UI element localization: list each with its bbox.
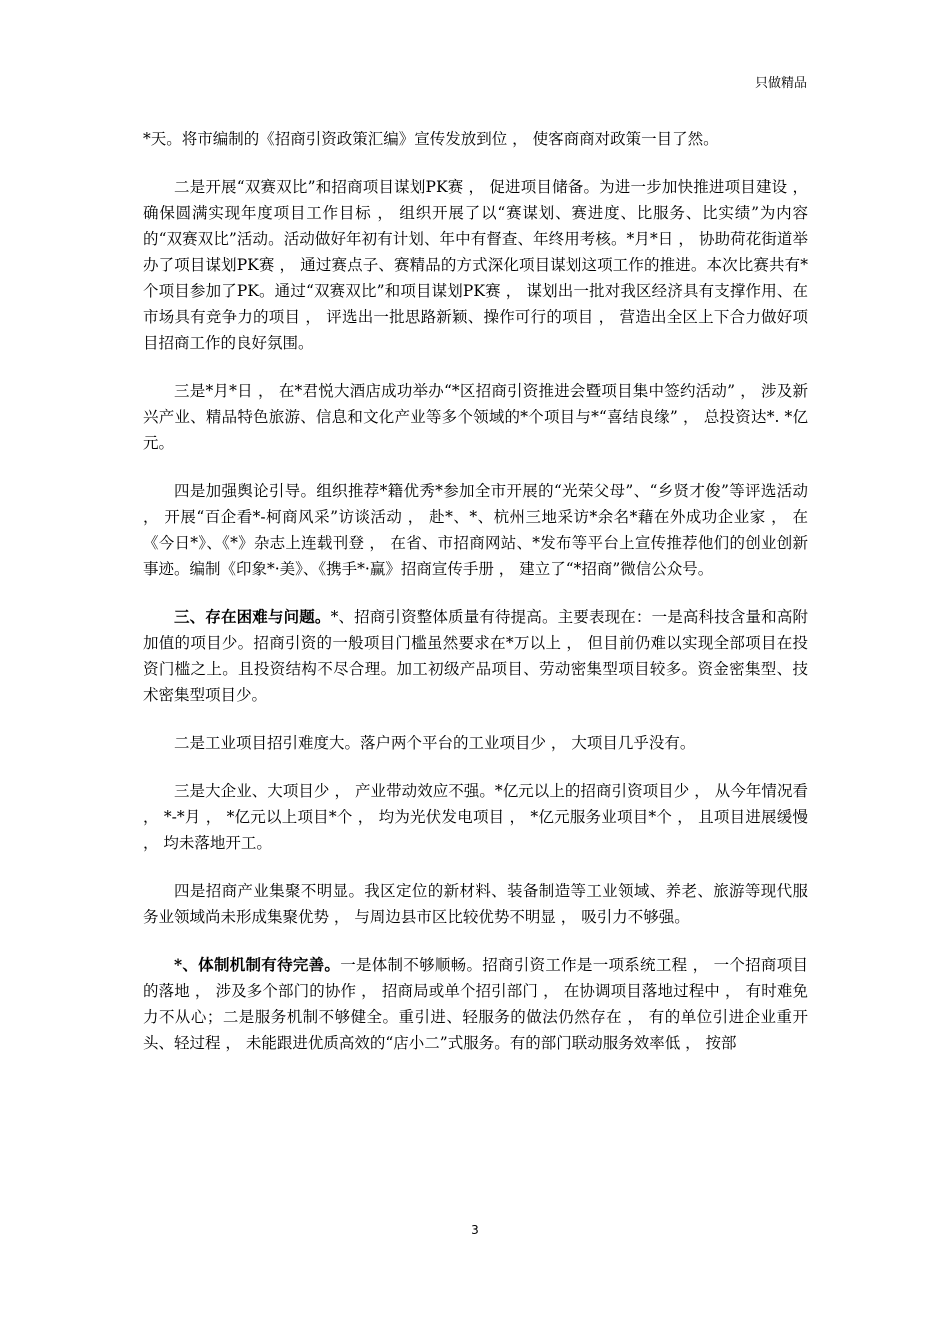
paragraph-2-text: 二是开展“双赛双比”和招商项目谋划PK赛 ， 促进项目储备。为进一步加快推进项目建设 ， 确保圆满实现年度项目工作目标 ， 组织开展了以“赛谋划、赛进度、比服务、比实绩”为内容的“双赛双比”活动。活动做好年初有计划、年中有督查、年终用考核。*月*日 ， 协助荷花街道举办了项目谋划PK赛 ， 通过赛点子、赛精品的方式深化项目谋划这项工作的推进。本次比赛共有*个项目参加了PK。通过“双赛双比”和项目谋划PK赛 ， 谋划出一批对我区经济具有支撑作用、在市场具有竞争力的项目 ， 评选出一批思路新颖、操作可行的项目 ， 营造出全区上下合力做好项目招商工作的良好氛围。 [143, 178, 808, 352]
document-body [143, 126, 808, 1078]
paragraph-2 [143, 174, 808, 356]
paragraph-1-text: *天。将市编制的《招商引资政策汇编》宣传发放到位 ， 使客商商对政策一目了然。 [143, 130, 719, 148]
paragraph-5-text: *、招商引资整体质量有待提高。主要表现在：一是高科技含量和高附加值的项目少。招商引资的一般项目门槛虽然要求在*万以上 ， 但目前仍难以实现全部项目在投资门槛之上。且投资结构不尽合理。加工初级产品项目、劳动密集型项目较多。资金密集型、技术密集型项目少。 [143, 608, 808, 704]
paragraph-7 [143, 778, 808, 856]
paragraph-3-text: 三是*月*日 ， 在*君悦大酒店成功举办“*区招商引资推进会暨项目集中签约活动” ， 涉及新兴产业、精品特色旅游、信息和文化产业等多个领域的*个项目与*“喜结良缘” ， 总投资达*. *亿元。 [143, 382, 808, 452]
paragraph-7-text: 三是大企业、大项目少 ， 产业带动效应不强。*亿元以上的招商引资项目少 ， 从今年情况看 ， *-*月 ， *亿元以上项目*个 ， 均为光伏发电项目 ， *亿元服务业项目*个 ， 且项目进展缓慢 ， 均未落地开工。 [143, 782, 808, 852]
paragraph-3 [143, 378, 808, 456]
paragraph-4-text: 四是加强舆论引导。组织推荐*籍优秀*参加全市开展的“光荣父母”、“乡贤才俊”等评选活动 ， 开展“百企看*-柯商风采”访谈活动 ， 赴*、*、杭州三地采访*余名*藉在外成功企业家 ， 在《今日*》、《*》杂志上连载刊登 ， 在省、市招商网站、*发布等平台上宣传推荐他们的创业创新事迹。编制《印象*·美》、《携手*·赢》招商宣传手册 ， 建立了“*招商”微信公众号。 [143, 482, 808, 578]
paragraph-8 [143, 878, 808, 930]
page-number: 3 [471, 1223, 479, 1237]
paragraph-8-text: 四是招商产业集聚不明显。我区定位的新材料、装备制造等工业领域、养老、旅游等现代服务业领域尚未形成集聚优势 ， 与周边县市区比较优势不明显 ， 吸引力不够强。 [143, 882, 808, 926]
paragraph-9-text: 一是体制不够顺畅。招商引资工作是一项系统工程 ， 一个招商项目的落地 ， 涉及多个部门的协作 ， 招商局或单个招引部门 ， 在协调项目落地过程中 ， 有时难免力不从心；二是服务机制不够健全。重引进、轻服务的做法仍然存在 ， 有的单位引进企业重开头、轻过程 ， 未能跟进优质高效的“店小二”式服务。有的部门联动服务效率低 ， 按部 [143, 956, 808, 1052]
header-note: 只做精品 [754, 76, 807, 91]
paragraph-1 [143, 126, 808, 152]
paragraph-6 [143, 730, 808, 756]
paragraph-6-text: 二是工业项目招引难度大。落户两个平台的工业项目少 ， 大项目几乎没有。 [174, 734, 696, 752]
paragraph-9 [143, 952, 808, 1056]
paragraph-5 [143, 604, 808, 708]
section-heading-mechanism: *、体制机制有待完善。 [174, 955, 341, 974]
section-heading-problems: 三、存在困难与问题。 [174, 607, 331, 626]
paragraph-4 [143, 478, 808, 582]
